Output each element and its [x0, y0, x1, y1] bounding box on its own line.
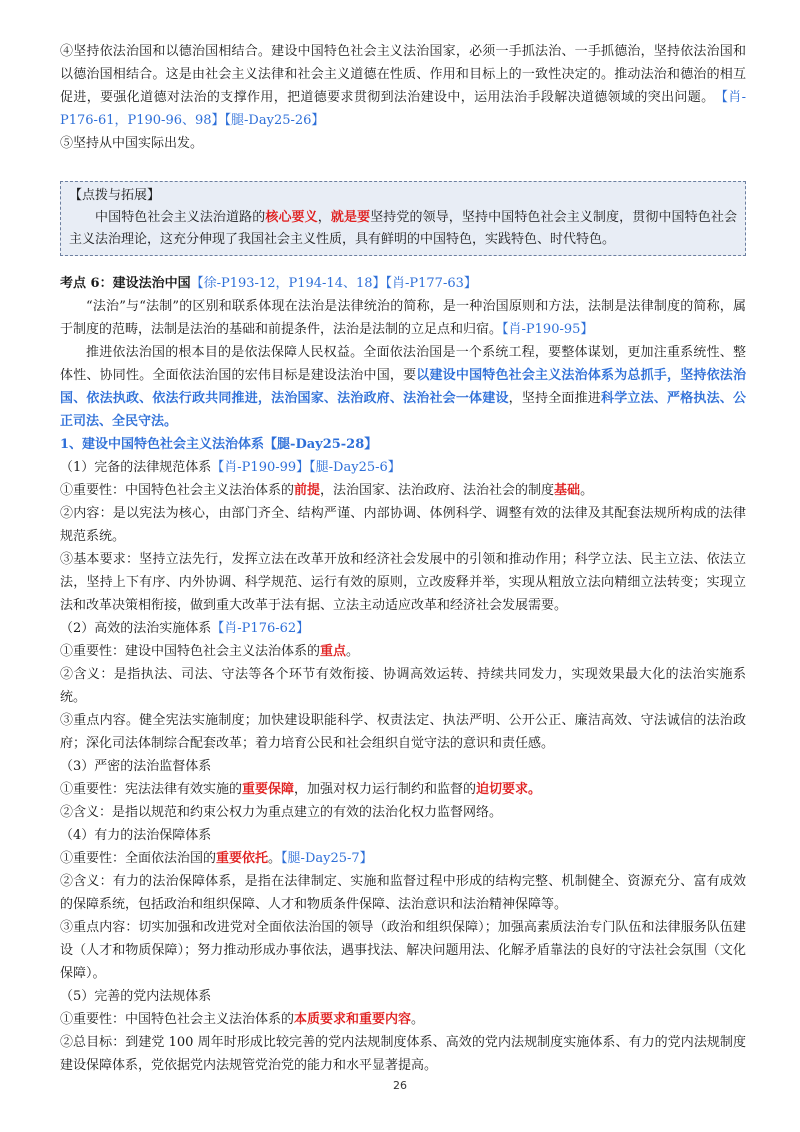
- sub1-item-1-highlight-1: 前提: [294, 483, 321, 498]
- sub2-ref: 【肖-P176-62】: [211, 621, 310, 636]
- sub3-item-1-highlight-2: 迫切要求。: [476, 782, 542, 797]
- sub2-heading: [60, 617, 746, 640]
- sub2-item-1-highlight: 重点: [320, 644, 347, 659]
- sub5-item-1-text-c: 。: [411, 1012, 425, 1027]
- sub2-item-1-text-c: 。: [346, 644, 360, 659]
- tip-text-3: 坚持党的领导，坚持中国特色社会主义制度，贯彻中国特色社会主义法治理论，这充分伸现了我国社会主义性质，具有鲜明的中国特色，实践特色、时代特色。: [69, 210, 737, 247]
- sub2-item-1-text-a: ①重要性：建设中国特色社会主义法治体系的: [60, 644, 321, 659]
- sub4-item-1-text-c: 。: [268, 851, 282, 866]
- sub1-item-2: ②内容：是以宪法为核心，由部门齐全、结构严谨、内部协调、体例科学、调整有效的法律及其配套法规所构成的法律规范系统。: [60, 506, 746, 544]
- sub4-item-1: [60, 847, 746, 870]
- principle-4-text: ④坚持依法治国和以德治国相结合。建设中国特色社会主义法治国家，必须一手抓法治、一手抓德治，坚持依法治国和以德治国相结合。这是由社会主义法律和社会主义道德在性质、作用和目标上的一致性决定的。推动法治和德治的相互促进，要强化道德对法治的支撑作用，把道德要求贯彻到法治建设中，运用法治手段解决道德领域的突出问题。: [60, 44, 746, 105]
- sub5-item-1-text-a: ①重要性：中国特色社会主义法治体系的: [60, 1012, 295, 1027]
- principle-5-paragraph: ⑤坚持从中国实际出发。: [60, 136, 204, 151]
- sub3-item-1-text-b: ，加强对权力运行制约和监督的: [294, 782, 477, 797]
- sub3-item-1: [60, 778, 746, 801]
- sub5-item-1-highlight: 本质要求和重要内容: [294, 1012, 412, 1027]
- sub1-item-1-highlight-2: 基础: [554, 483, 581, 498]
- sub4-item-1-ref: 【腿-Day25-7】: [281, 851, 373, 866]
- subsection-1-title: 建设中国特色社会主义法治体系【腿-Day25-28】: [82, 437, 378, 452]
- tip-box: [60, 181, 746, 256]
- section-6-p2-highlight-b: 以建设中国特色社会主义法治体系为总抓手，坚持依法治国、依法执政、依法行政共同推进，法治国家、法治政府、法治社会一体建设: [60, 368, 746, 406]
- sub4-item-2: ②含义：有力的法治保障体系，是指在法律制定、实施和监督过程中形成的结构完整、机制健全、资源充分、富有成效的保障系统，包括政治和组织保障、人才和物质条件保障、法治意识和法治精神保障等。: [60, 874, 746, 912]
- tip-text-1: 中国特色社会主义法治道路的: [95, 210, 266, 225]
- tip-highlight-1: 核心要义: [265, 210, 318, 225]
- section-6-p2-text-a: 推进依法治国的根本目的是依法保障人民权益。全面依法治国是一个系统工程，要整体谋划，更加注重系统性、整体性、协同性。全面依法治国的宏伟目标是建设法治中国，要: [60, 345, 746, 383]
- sub5-item-2: ②总目标：到建党 100 周年时形成比较完善的党内法规制度体系、高效的党内法规制度实施体系、有力的党内法规制度建设保障体系，党依据党内法规管党治党的能力和水平显著提高。: [60, 1035, 746, 1073]
- sub3-item-1-highlight-1: 重要保障: [242, 782, 295, 797]
- section-6-ref: 【徐-P193-12，P194-14、18】【肖-P177-63】: [190, 276, 477, 291]
- tip-box-text: [69, 207, 737, 251]
- tip-box-title: 【点拨与拓展】: [69, 188, 161, 203]
- section-6-p1-ref: 【肖-P190-95】: [502, 322, 594, 337]
- principle-4-paragraph: [60, 40, 746, 132]
- sub1-item-1-text-c: 。: [580, 483, 594, 498]
- section-6-paragraph-2: [60, 341, 746, 433]
- sub1-item-3: ③基本要求：坚持立法先行，发挥立法在改革开放和经济社会发展中的引领和推动作用；科学立法、民主立法、依法立法，坚持上下有序、内外协调、科学规范、运行有效的原则，立改废释并举，实现从粗放立法向精细立法转变；实现立法和改革决策相衔接，做到重大改革于法有据、立法主动适应改革和经济社会发展需要。: [60, 552, 746, 613]
- subsection-1-heading: [60, 433, 746, 456]
- sub1-item-1: [60, 479, 746, 502]
- sub2-item-1: [60, 640, 746, 663]
- section-6-paragraph-1: [60, 295, 746, 341]
- sub2-title: （2）高效的法治实施体系: [60, 621, 212, 636]
- sub4-item-1-text-a: ①重要性：全面依法治国的: [60, 851, 217, 866]
- section-6-p1-text: “法治”与“法制”的区别和联系体现在法治是法律统治的简称，是一种治国原则和方法，法制是法律制度的简称，属于制度的范畴，法制是法治的基础和前提条件，法治是法制的立足点和归宿。: [60, 299, 746, 337]
- page-content: [60, 40, 746, 1077]
- section-6-p2-highlight-d: 科学立法、严格执法、公正司法、全民守法。: [60, 391, 746, 429]
- sub1-ref: 【肖-P190-99】【腿-Day25-6】: [211, 460, 401, 475]
- sub2-item-2: ②含义：是指执法、司法、守法等各个环节有效衔接、协调高效运转、持续共同发力，实现效果最大化的法治实施系统。: [60, 667, 746, 705]
- section-6-heading: [60, 272, 746, 295]
- sub1-item-1-text-b: ，法治国家、法治政府、法治社会的制度: [320, 483, 555, 498]
- tip-highlight-2: 就是要: [330, 210, 371, 225]
- sub3-heading: （3）严密的法治监督体系: [60, 759, 212, 774]
- sub1-heading: [60, 456, 746, 479]
- sub4-heading: （4）有力的法治保障体系: [60, 828, 212, 843]
- page-number: 26: [393, 1079, 407, 1092]
- principle-4-ref: 【肖-P176-61，P190-96、98】【腿-Day25-26】: [60, 90, 746, 128]
- subsection-1-number: 1、: [60, 437, 83, 452]
- tip-text-2: ，: [317, 210, 331, 225]
- sub5-heading: （5）完善的党内法规体系: [60, 989, 212, 1004]
- sub5-item-1: [60, 1008, 746, 1031]
- section-6-title: 考点 6：建设法治中国: [60, 276, 191, 291]
- sub4-item-3: ③重点内容：切实加强和改进党对全面依法治国的领导（政治和组织保障）；加强高素质法治专门队伍和法律服务队伍建设（人才和物质保障）；努力推动形成办事依法，遇事找法、解决问题用法、化解矛盾靠法的良好的守法社会氛围（文化保障）。: [60, 920, 746, 981]
- sub1-item-1-text-a: ①重要性：中国特色社会主义法治体系的: [60, 483, 295, 498]
- sub3-item-1-text-a: ①重要性：宪法法律有效实施的: [60, 782, 243, 797]
- section-6-p2-text-c: ，坚持全面推进: [508, 391, 602, 406]
- sub2-item-3: ③重点内容。健全宪法实施制度；加快建设职能科学、权责法定、执法严明、公开公正、廉洁高效、守法诚信的法治政府；深化司法体制综合配套改革；着力培育公民和社会组织自觉守法的意识和责任感。: [60, 713, 746, 751]
- sub4-item-1-highlight: 重要依托: [216, 851, 269, 866]
- sub1-title: （1）完备的法律规范体系: [60, 460, 212, 475]
- sub3-item-2: ②含义：是指以规范和约束公权力为重点建立的有效的法治化权力监督网络。: [60, 805, 503, 820]
